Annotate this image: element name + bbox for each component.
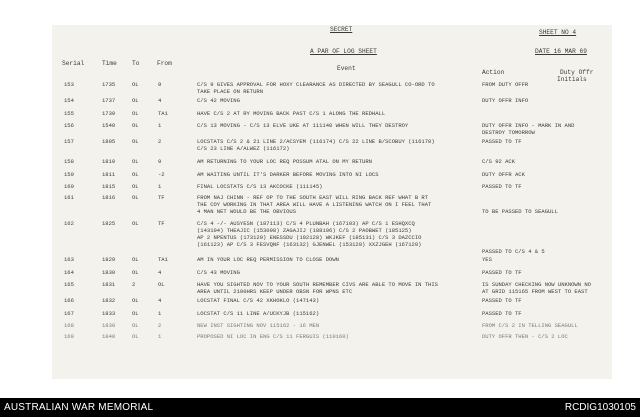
row-time: 1840 (102, 333, 116, 340)
row-from: 1 (158, 183, 162, 190)
classification-marking: SECRET (330, 26, 353, 33)
row-action-line: YES (482, 256, 492, 263)
row-from: 9 (158, 158, 162, 165)
row-serial: 158 (64, 158, 74, 165)
row-action-line: PASSED TO TF (482, 183, 522, 190)
row-from: OL (158, 281, 165, 288)
row-time: 1815 (102, 183, 116, 190)
row-event-line: AM RETURNING TO YOUR LOC REQ POSSUM ATAL ON MY RETURN (197, 158, 372, 165)
row-from: -2 (158, 171, 165, 178)
row-serial: 165 (64, 281, 74, 288)
row-serial: 164 (64, 269, 74, 276)
row-action-line: AT GRID 115165 FROM WEST TO EAST (482, 288, 588, 295)
row-from: 1 (158, 122, 162, 129)
row-to: OL (132, 256, 139, 263)
row-event-line: C/S 23 LINE A/ALWEZ (116172) (197, 145, 290, 152)
archive-footer (0, 398, 640, 417)
row-to: OL (132, 110, 139, 117)
row-to: OL (132, 171, 139, 178)
col-header-serial: Serial (62, 60, 85, 67)
row-event-line: PROPOSED NI LOC IN ENG C/S 11 FERGUIS (110160) (197, 333, 349, 340)
col-header-from: From (157, 60, 172, 67)
col-header-initials: Initials (557, 76, 587, 83)
row-event-line: HAVE YOU SIGHTED NOV TO YOUR SOUTH REMEMBER CIVS ARE ABLE TO MOVE IN THIS (197, 281, 438, 288)
row-event-line: LOCSTAT FINAL C/S 42 XKHOKLO (147143) (197, 297, 320, 304)
row-event-line: AP 2 NPENTUS (173129) ENESSDU (192128) WKJKEF (185131) C/S 3 DAZCCIO (197, 234, 422, 241)
row-event-line: C/S 42 MOVING (197, 97, 240, 104)
row-to: OL (132, 297, 139, 304)
row-time: 1833 (102, 310, 116, 317)
row-to: OL (132, 183, 139, 190)
row-event-line: 4 MAN NET WOULD BE THE OBVIOUS (197, 208, 297, 215)
sheet-title: A PAR OF LOG SHEET (310, 48, 377, 55)
row-serial: 159 (64, 171, 74, 178)
row-event-line: C/S 9 GIVES APPROVAL FOR HOXY CLEARANCE AS DIRECTED BY SEAGULL CO-ORD TO (197, 81, 435, 88)
row-event-line: (143104) THEAJIC (153098) ZAGAJIJ (188106) C/S 2 PAOBWET (185125) (197, 227, 412, 234)
row-time: 1540 (102, 122, 116, 129)
row-serial: 163 (64, 256, 74, 263)
row-time: 1816 (102, 194, 116, 201)
log-sheet-paper (52, 25, 612, 379)
row-action-line: DUTY OFFR THEN - C/S 2 LOC (482, 333, 568, 340)
row-to: OL (132, 97, 139, 104)
row-time: 1830 (102, 269, 116, 276)
row-action-line: TO BE PASSED TO SEAGULL (482, 208, 558, 215)
sheet-date: DATE 16 MAR 69 (535, 48, 587, 55)
row-event-line: AM WAITING UNTIL IT'S DARKER BEFORE MOVING INTO NI LOCS (197, 171, 379, 178)
row-time: 1811 (102, 171, 116, 178)
row-serial: 168 (64, 322, 74, 329)
row-action-line: IS SUNDAY CHECKING NOW UNKNOWN NO (482, 281, 591, 288)
row-action-line: DUTY OFFR INFO (482, 97, 529, 104)
col-header-event: Event (337, 65, 356, 72)
row-to: OL (132, 310, 139, 317)
row-from: 4 (158, 269, 162, 276)
row-event-line: HAVE C/S 2 AT RY MOVING BACK PAST C/S 1 ALONG THE REDHALL (197, 110, 386, 117)
row-from: 2 (158, 322, 162, 329)
row-action-line: FROM DUTY OFFR (482, 81, 529, 88)
row-to: OL (132, 220, 139, 227)
row-event-line: LOCSTATS C/S 2 & 21 LINE 2/ACSYEM (116174) C/S 22 LINE B/SCOBUY (116170) (197, 138, 435, 145)
row-event-line: LOCSTAT C/S 11 LINE A/UCKYJB (115162) (197, 310, 320, 317)
row-event-line: C/S 13 MOVING - C/S 13 ELVE UKE AT 111140 WHEN WILL THEY DESTROY (197, 122, 409, 129)
row-to: OL (132, 322, 139, 329)
row-to: OL (132, 158, 139, 165)
archive-name: AUSTRALIAN WAR MEMORIAL (4, 402, 154, 413)
row-to: OL (132, 333, 139, 340)
row-from: TF (158, 220, 165, 227)
row-from: TA1 (158, 110, 168, 117)
row-time: 1810 (102, 158, 116, 165)
row-from: TA1 (158, 256, 168, 263)
row-action-line: FROM C/S 2 IN TELLING SEAGULL (482, 322, 578, 329)
row-time: 1825 (102, 220, 116, 227)
col-header-to: To (132, 60, 140, 67)
row-serial: 155 (64, 110, 74, 117)
row-action-line: PASSED TO TF (482, 310, 522, 317)
row-serial: 161 (64, 194, 74, 201)
row-action-line: PASSED TO TF (482, 269, 522, 276)
row-serial: 167 (64, 310, 74, 317)
row-event-line: NEW INST SIGHTING NOV 115162 - 16 MEN (197, 322, 320, 329)
row-from: 2 (158, 138, 162, 145)
row-to: 2 (132, 281, 136, 288)
row-to: OL (132, 138, 139, 145)
row-serial: 160 (64, 183, 74, 190)
row-time: 1832 (102, 297, 116, 304)
row-to: OL (132, 269, 139, 276)
col-header-duty-offr: Duty Offr (560, 69, 594, 76)
row-action-line: DESTROY TOMORROW (482, 129, 535, 136)
row-event-line: TAKE PLACE ON RETURN (197, 88, 264, 95)
row-action-line: C/S 92 ACK (482, 158, 516, 165)
row-action-line: PASSED TO TF (482, 138, 522, 145)
col-header-time: Time (102, 60, 117, 67)
row-action-line: DUTY OFFR ACK (482, 171, 525, 178)
row-from: 1 (158, 310, 162, 317)
row-event-line: (161123) AP C/S 3 FESVQNF (163132) GJENWEL (153120) XXZJGEH (167120) (197, 241, 422, 248)
sheet-number: SHEET NO 4 (539, 29, 577, 36)
row-event-line: FROM NAJ CHINN - REF OP TO THE SOUTH EAST WILL RING BACK REF WHAT B RT (197, 194, 429, 201)
row-serial: 157 (64, 138, 74, 145)
row-time: 1739 (102, 110, 116, 117)
row-time: 1737 (102, 97, 116, 104)
row-time: 1829 (102, 256, 116, 263)
row-action-line: PASSED TO C/S 4 & 5 (482, 248, 545, 255)
row-event-line: THE COY WORKING IN THAT AREA WILL HAVE A LISTENING WATCH ON I FEEL THAT (197, 201, 432, 208)
row-to: OL (132, 122, 139, 129)
row-serial: 169 (64, 333, 74, 340)
row-time: 1805 (102, 138, 116, 145)
row-from: 4 (158, 297, 162, 304)
row-event-line: C/S 43 MOVING (197, 269, 240, 276)
row-serial: 153 (64, 81, 74, 88)
row-serial: 156 (64, 122, 74, 129)
row-to: OL (132, 81, 139, 88)
row-from: 1 (158, 333, 162, 340)
row-from: 9 (158, 81, 162, 88)
row-event-line: AM IN YOUR LOC REQ PERMISSION TO CLOSE DOWN (197, 256, 339, 263)
row-event-line: AREA UNTIL 2100HRS KEEP UNDER OBSN FOR WPNS ETC (197, 288, 353, 295)
row-event-line: FINAL LOCSTATS C/S 13 AKCOCKE (111145) (197, 183, 323, 190)
archive-reference: RCDIG1030105 (564, 402, 636, 413)
row-from: TF (158, 194, 165, 201)
row-action-line: DUTY OFFR INFO - MARK IN AND (482, 122, 575, 129)
row-serial: 166 (64, 297, 74, 304)
row-time: 1830 (102, 322, 116, 329)
row-to: OL (132, 194, 139, 201)
row-serial: 162 (64, 220, 74, 227)
row-serial: 154 (64, 97, 74, 104)
row-time: 1831 (102, 281, 116, 288)
row-time: 1735 (102, 81, 116, 88)
col-header-action: Action (482, 69, 505, 76)
row-from: 4 (158, 97, 162, 104)
row-event-line: C/S 4 -/- AUSYESN (187113) C/S 4 PLUNBAH (167103) AP C/S 1 ESHQXCQ (197, 220, 415, 227)
row-action-line: PASSED TO TF (482, 297, 522, 304)
